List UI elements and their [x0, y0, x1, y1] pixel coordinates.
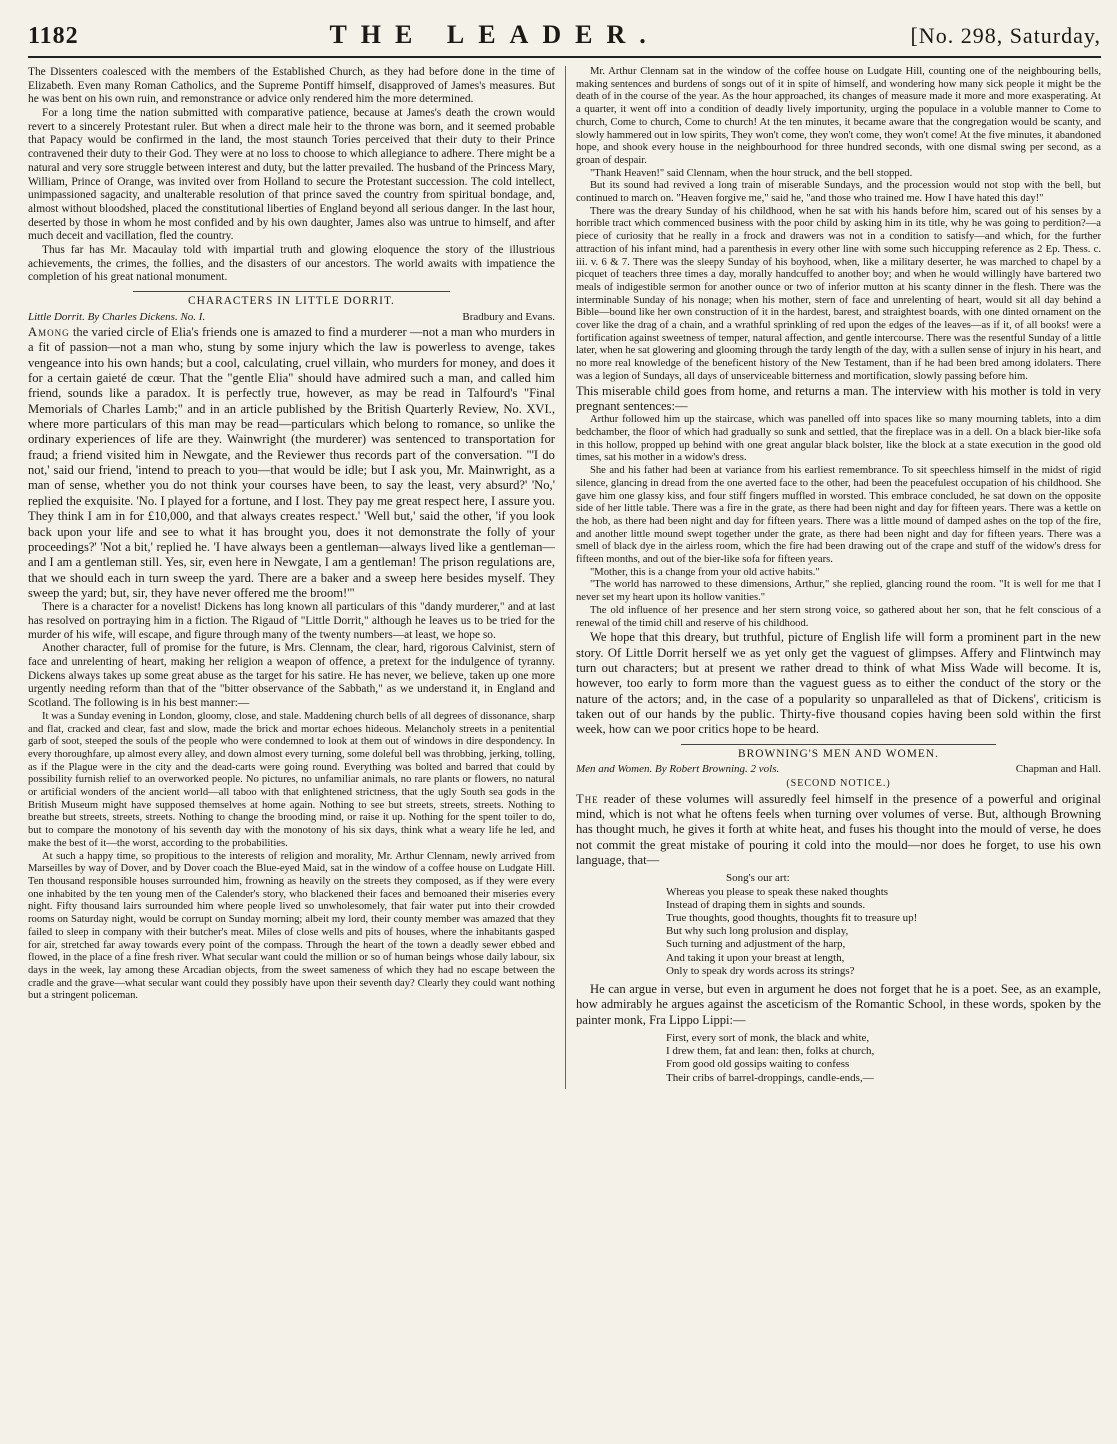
paragraph-text: the varied circle of Elia's friends one is amazed to find a murderer —not a man who murders in a fit of passion—not a man who, stung by some injury which the law is powerless to avenge, takes vengeance into his own hands; but a cool, calculating, cruel villain, who murders for money, and does it for a certain gaieté de cœur. That the "gentle Elia" should have admired such a man, and called him friend, sounds like a paradox. It is perfectly true, however, as may be read in Talfourd's "Final Memorials of Charles Lamb;" and in an article published by the British Quarterly Review, No. XVI., where more particulars of this man may be read—particulars which belong to romance, so unlike the ordinary experiences of life are they. Wainwright (the murderer) was sentenced to transportation for fraud; a friend visited him in Newgate, and the Reviewer thus records part of the conversation. "'I do not,' said our friend, 'intend to preach to you—that would be idle; but I ask you, Mr. Mainwright, as a man of sense, whether you do not think your courses have been, to say the least, very absurd?' 'No,' replied the exquisite. 'No. I played for a fortune, and I lost. They pay me great respect here, I assure you. They think I am in for £10,000, and that always creates respect.' 'Well but,' said the other, 'if you look back upon your life and see to what it has brought you, does it not demonstrate the folly of your proceedings?' 'Not a bit,' replied he. 'I have always been a gentleman—always lived like a gentleman—and I am a gentleman still. Yes, sir, even here in Newgate, I am a gentleman! The prison regulations are, that we should each in turn sweep the yard. There are a baker and a sweep here besides myself. They sweep the yard; but, sir, they have never offered me the broom!'": [28, 324, 555, 600]
paragraph: This miserable child goes from home, and returns a man. The interview with his mother is told in very pregnant sentences:—: [575, 383, 1101, 413]
quoted-paragraph: "The world has narrowed to these dimensions, Arthur," she replied, glancing round the room. "It is well for me that I never set my heart upon its hollow vanities.": [575, 579, 1101, 604]
byline-publisher: Bradbury and Evans.: [462, 310, 555, 323]
lead-paragraph: [28, 325, 555, 601]
right-column: [565, 66, 1101, 1089]
quoted-paragraph: "Mother, this is a change from your old active habits.": [589, 566, 820, 578]
lead-paragraph: [576, 792, 1101, 869]
verse-block: [666, 872, 1101, 978]
byline-publisher: Chapman and Hall.: [1015, 763, 1101, 776]
paragraph: Thus far has Mr. Macaulay told with impartial truth and glowing eloquence the story of the illustrious achievements, the crimes, the follies, and the disasters of our ancestors. The world awaits with impatience the completion of his great national monument.: [28, 243, 555, 284]
newspaper-title: THE LEADER.: [329, 20, 660, 49]
verse-block: [666, 1032, 1101, 1085]
quoted-paragraph: Mr. Arthur Clennam sat in the window of the coffee house on Ludgate Hill, counting one of the neighbouring bells, making sentences and burdens of songs out of it in spite of himself, and wondering how many sick people it might be the death of in the course of the year. As the hour approached, its changes of measure made it more and more exasperating. At a quarter, it went off into a condition of deadly lively importunity, urging the populace in a voluble manner to Come to church, Come to church, Come to church! At the ten minutes, it became aware that the congregation would be scanty, and slowly hammered out in low spirits, They won't come, they won't come, they won't come! At the five minutes, it abandoned hope, and shook every house in the neighbourhood for three hundred seconds, with one dismal swing per second, as a groan of despair.: [575, 66, 1101, 166]
verse-line: Instead of draping them in sights and sounds.: [665, 898, 866, 911]
quoted-paragraph: Arthur followed him up the staircase, which was panelled off into spaces like so many mourning tablets, into a dim bedchamber, the floor of which had gradually so sunk and settled, that the fireplace was in a dell. On a black bier-like sofa in this hollow, propped up behind with one great angular black bolster, like the block at a state execution in the good old times, sat his mother in a widow's dress.: [575, 414, 1101, 464]
masthead: [28, 20, 1101, 58]
quoted-paragraph: The old influence of her presence and her stern strong voice, so gathered about her son, that he felt conscious of a renewal of the timid chill and reserve of his childhood.: [575, 604, 1101, 629]
page-number: 1182: [28, 23, 79, 49]
columns: [28, 66, 1101, 1089]
left-column: [28, 66, 555, 1089]
byline: [28, 311, 555, 324]
quoted-paragraph: There was the dreary Sunday of his childhood, when he sat with his hands before him, scared out of his senses by a horrible tract which commenced business with the poor child by asking him in its title, why he was going to perdition?—a piece of curiosity that he really in a frock and drawers was not in a condition to satisfy—and which, for the further attraction of his infant mind, had a parenthesis in every other line with some such hiccupping reference as 2 Ep. Thess. c. iii. v. 6 & 7. There was the sleepy Sunday of his boyhood, when, like a military deserter, he was marched to chapel by a picquet of teachers three times a day, morally handcuffed to another boy; and when he would willingly have bartered two meals of indigestible sermon for another ounce or two of inferior mutton at his scanty dinner in the flesh. There was the interminable Sunday of his nonage; when his mother, stern of face and unrelenting of heart, would sit all day behind a Bible—bound like her own construction of it in the hardest, barest, and straightest boards, with one dinted ornament on the cover like the drag of a chain, and a wrathful sprinkling of red upon the edges of the leaves—as if it, of all books! were a fortification against sweetness of temper, natural affection, and gentle intercourse. There was the resentful Sunday of a little later, when he sat glowering and glooming through the tardy length of the day, with a sullen sense of injury in his heart, and no more real knowledge of the beneficent history of the New Testament, than if he had been bred among idolaters. There was a legion of Sundays, all days of unserviceable bitterness and mortification, slowly passing before him.: [575, 205, 1101, 382]
paragraph: Another character, full of promise for the future, is Mrs. Clennam, the clear, hard, rigorous Calvinist, stern of face and unrelenting of heart, making her religion a weapon of offence, a pretext for the indulgence of tyranny. Dickens always takes up some great abuse as the target for his satire. He has never, we believe, taken up one more urgently needing reform than that of the "bitter observance of the Sabbath," as we understand it, in England and Scotland. The following is in his best manner:—: [28, 642, 555, 710]
paragraph: He can argue in verse, but even in argument he does not forget that he is a poet. See, as an example, how admirably he argues against the asceticism of the Romantic School, in these words, spoken by the painter monk, Fra Lippo Lippi:—: [575, 981, 1101, 1027]
section-heading-browning: BROWNING'S MEN AND WOMEN.: [681, 744, 996, 762]
byline: [576, 763, 1101, 776]
verse-line: But why such long prolusion and display,: [665, 925, 849, 938]
lead-word: Among: [28, 324, 70, 339]
quoted-paragraph: At such a happy time, so propitious to the interests of religion and morality, Mr. Arthur Clennam, newly arrived from Marseilles by way of Dover, and by Dover coach the Blue-eyed Maid, sat in the window of a coffee house on Ludgate Hill. Ten thousand responsible houses surrounded him, frowning as heavily on the streets they composed, as if they were every one inhabited by the ten young men of the Calender's story, who blackened their faces and bemoaned their miseries every night. Fifty thousand lairs surrounded him where people lived so unwholesomely, that fair water put into their crowded rooms on Saturday night, would be corrupt on Sunday morning; albeit my lord, their county member was amazed that they failed to sleep in company with their butcher's meat. Miles of close wells and pits of houses, where the inhabitants gasped for air, stretched far away towards every point of the compass. Through the heart of the town a deadly sewer ebbed and flowed, in the place of a fine fresh river. What secular want could the million or so of human beings whose daily labour, six days in the week, lay among these Arcadian objects, from the sweet sameness of which they had no escape between the cradle and the grave—what secular want could they possibly have upon their seventh day? Clearly they could want nothing but a stringent policeman.: [28, 850, 555, 1002]
verse-line: From good old gossips waiting to confess: [665, 1058, 850, 1071]
verse-line: And taking it upon your breast at length,: [665, 951, 845, 964]
verse-line: Whereas you please to speak these naked thoughts: [665, 885, 889, 898]
paragraph: The Dissenters coalesced with the members of the Established Church, as they had before done in the time of Elizabeth. Even many Roman Catholics, and the Supreme Pontiff himself, disapproved of James's measures. But he was bent on his own ruin, and remonstrance or advice only rendered him the more determined.: [28, 66, 555, 106]
paragraph: There is a character for a novelist! Dickens has long known all particulars of this "dandy murderer," and at last has resolved on portraying him in a fiction. The Rigaud of "Little Dorrit," although he leaves us to be tried for the murder of his wife, will escape, and figure through many of the twenty numbers—at least, we hope so.: [28, 601, 555, 641]
byline-title: Men and Women. By Robert Browning. 2 vols.: [575, 763, 780, 776]
section-heading-little-dorrit: CHARACTERS IN LITTLE DORRIT.: [133, 291, 449, 309]
quoted-paragraph: It was a Sunday evening in London, gloomy, close, and stale. Maddening church bells of all degrees of dissonance, sharp and flat, cracked and clear, fast and slow, made the brick and mortar echoes hideous. Melancholy streets in a penitential garb of soot, steeped the souls of the people who were condemned to look at them out of windows in dire despondency. In every thoroughfare, up almost every alley, and down almost every turning, some doleful bell was throbbing, jerking, tolling, as if the Plague were in the city and the dead-carts were going round. Everything was bolted and barred that could by possibility furnish relief to an overworked people. No pictures, no unfamiliar animals, no rare plants or flowers, no natural or artificial wonders of the ancient world—all taboo with that enlightened strictness, that the ugly South sea gods in the British Museum might have supposed themselves at home again. Nothing to see but streets, streets, streets. Nothing to breathe but streets, streets, streets. Nothing to change the brooding mind, or raise it up. Nothing for the spent toiler to do, but to compare the monotony of his seventh day with the monotony of his six days, think what a weary life he led, and make the best of it—the worst, according to the probabilities.: [28, 710, 555, 849]
verse-line: Song's our art:: [725, 872, 790, 885]
verse-line: Only to speak dry words across its strings?: [665, 964, 855, 977]
verse-line: First, every sort of monk, the black and white,: [665, 1032, 870, 1045]
lead-word: The: [575, 791, 599, 806]
issue-info: [No. 298, Saturday,: [910, 23, 1101, 48]
quoted-paragraph: "Thank Heaven!" said Clennam, when the hour struck, and the bell stopped.: [589, 167, 913, 179]
verse-line: True thoughts, good thoughts, thoughts fit to treasure up!: [665, 912, 918, 924]
paragraph-text: reader of these volumes will assuredly feel himself in the presence of a powerful and original mind, which is not what he oftens feels when turning over volumes of verse. But, although Browning has thought much, he gives it forth at white heat, and fuses his thought into the mould of verse, he does not commit the great mistake of pouring it cold into the mould—nor does he forget, to use his own language, that—: [575, 791, 1101, 868]
quoted-paragraph: She and his father had been at variance from his earliest remembrance. To sit speechless himself in the midst of rigid silence, glancing in dread from the one averted face to the other, had been the peacefulest occupation of his childhood. She gave him one glassy kiss, and four stiff fingers muffled in worsted. This embrace concluded, he sat down on the opposite side of her little table. There was a fire in the grate, as there had been night and day for fifteen years. There was a kettle on the hob, as there had been night and day for fifteen years. There was a little mound of damped ashes on the top of the fire, and another little mound swept together under the grate, as there had been night and day for fifteen years. There was a smell of black dye in the airless room, which the fire had been drawing out of the crape and stuff of the widow's dress for fifteen months, and out of the bier-like sofa for fifteen years.: [575, 465, 1101, 566]
verse-line: Such turning and adjustment of the harp,: [665, 938, 846, 951]
verse-line: I drew them, fat and lean: then, folks at church,: [665, 1045, 875, 1058]
verse-line: Their cribs of barrel-droppings, candle-ends,—: [665, 1071, 874, 1084]
byline-title: Little Dorrit. By Charles Dickens. No. I.: [28, 310, 206, 323]
subheading: (SECOND NOTICE.): [786, 777, 891, 789]
paragraph: For a long time the nation submitted with comparative patience, because at James's death the crown would revert to a sincerely Protestant ruler. But when a direct male heir to the throne was born, and it seemed probable that Papacy would be confirmed in the land, the most staunch Tories perceived that their duty to their Prince contravened their duty to their God. They were at no loss to choose to which allegiance to adhere. There might be a natural and very sore struggle between interest and duty, but the latter prevailed. The husband of the Princess Mary, William, Prince of Orange, was invited over from Holland to secure the Protestant succession. The cold intellect, unimpassioned sagacity, and unalterable resolution of that prince saved the country from spiritual bondage, and, almost without bloodshed, placed the constitutional liberties of England beyond all serious danger. In the last hour, deserted by those in whom he most confided and by his own daughter, James also was untrue to himself, and after much deceit and vacillation, fled the country.: [28, 107, 555, 243]
paragraph: We hope that this dreary, but truthful, picture of English life will form a prominent part in the new story. Of Little Dorrit herself we as yet only get the vaguest of glimpses. Affery and Flintwinch may turn out characters; but at present we rather dread to think of what Miss Wade will become. It is, however, too early to form more than the vaguest guess as to either the conduct of the story or the nature of the actors; and, in the case of a popularity so unparalleled as that of Dickens', criticism is taken out of our hands by the public. Thirty-five thousand copies having been sold within the first week, how can we poor critics hope to be heard.: [575, 630, 1101, 737]
quoted-paragraph: But its sound had revived a long train of miserable Sundays, and the procession would not stop with the bell, but continued to march on. "Heaven forgive me," said he, "and those who trained me. How I have hated this day!": [575, 180, 1101, 205]
